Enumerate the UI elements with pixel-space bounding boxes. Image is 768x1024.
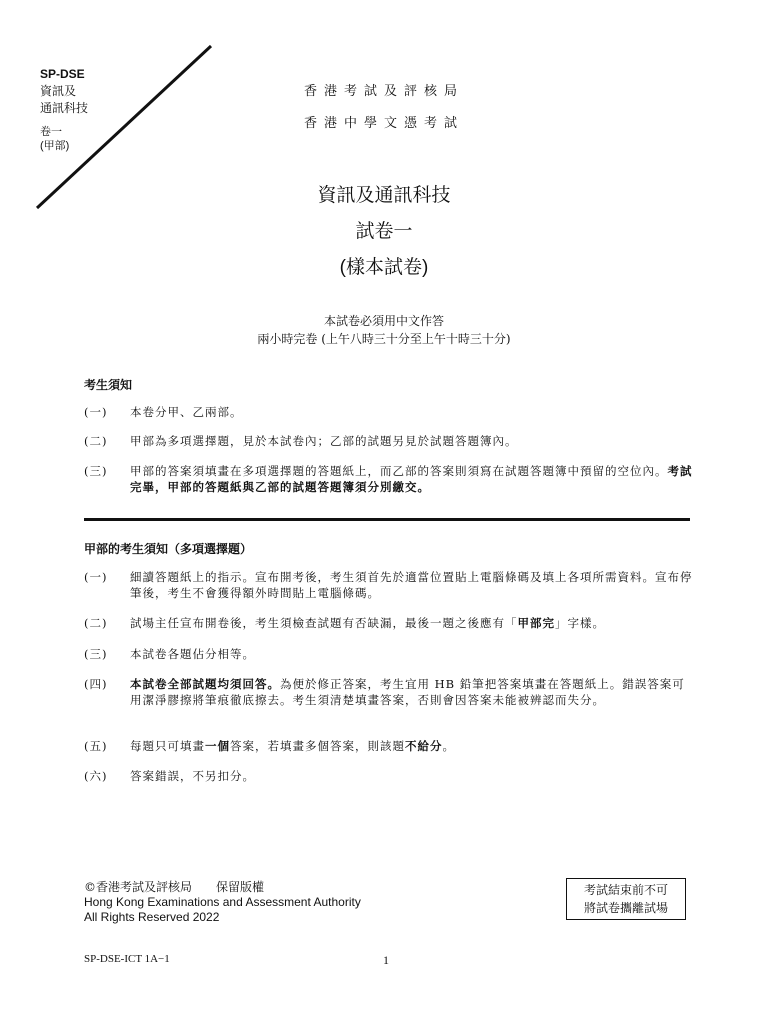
- duration: 兩小時完卷 (上午八時三十分至上午十時三十分): [257, 332, 511, 346]
- subject-line2: 通訊科技: [40, 101, 89, 115]
- copyright-zh: ©香港考試及評核局 保留版權: [84, 880, 265, 894]
- subject-title: 資訊及通訊科技: [317, 185, 451, 206]
- item-bold-text-2: 不給分: [405, 739, 443, 753]
- item-number: (一): [84, 570, 108, 584]
- paper-code: SP-DSE-ICT 1A−1: [84, 953, 170, 965]
- item-text: 甲部的答案須填畫在多項選擇題的答題紙上，而乙部的答案則須寫在試題答題簿中預留的空位內。: [130, 464, 668, 478]
- notice-line2: 將試卷攜離試場: [583, 901, 668, 915]
- section-a-item: [84, 768, 694, 784]
- section-divider: [84, 518, 690, 521]
- section-a-item: [84, 569, 694, 601]
- sample-title: (樣本試卷): [339, 257, 429, 278]
- page-number: 1: [383, 953, 389, 967]
- item-number: (六): [84, 769, 108, 783]
- general-item: [84, 463, 694, 495]
- section-a-item: [84, 615, 694, 631]
- paper-label: 卷一: [40, 126, 62, 138]
- item-number: (二): [84, 434, 108, 448]
- item-bold-text: 考試完畢，甲部的答題紙與乙部的試題答題簿須分別繳交。: [130, 464, 693, 494]
- item-number: (一): [84, 405, 108, 419]
- item-text-end: 。: [442, 739, 455, 753]
- general-heading: 考生須知: [84, 378, 133, 392]
- item-number: (四): [84, 677, 108, 691]
- item-text: 本試卷各題佔分相等。: [130, 647, 255, 661]
- item-text: 本卷分甲、乙兩部。: [130, 405, 243, 419]
- item-bold-text: 本試卷全部試題均須回答。: [130, 677, 280, 691]
- language-instruction: 本試卷必須用中文作答: [323, 314, 444, 328]
- org-english: Hong Kong Examinations and Assessment Authority: [84, 895, 361, 909]
- item-text: 試場主任宣布開卷後，考生須檢查試題有否缺漏，最後一題之後應有「: [130, 616, 518, 630]
- item-bold-text: 甲部完: [517, 616, 555, 630]
- item-bold-text: 一個: [205, 739, 230, 753]
- item-text: 每題只可填畫: [130, 739, 205, 753]
- item-number: (二): [84, 616, 108, 630]
- item-text: 細讀答題紙上的指示。宣布開考後，考生須首先於適當位置貼上電腦條碼及填上各項所需資料。宣布停筆後，考生不會獲得額外時間貼上電腦條碼。: [130, 570, 693, 600]
- notice-line1: 考試結束前不可: [583, 883, 668, 897]
- item-text: 答案錯誤，不另扣分。: [130, 769, 255, 783]
- rights-reserved: All Rights Reserved 2022: [84, 910, 220, 924]
- item-text-end: 」字樣。: [555, 616, 605, 630]
- subject-line1: 資訊及: [40, 84, 77, 98]
- exam-code: SP-DSE: [40, 67, 85, 81]
- section-label: (甲部): [40, 140, 70, 152]
- section-a-item: [84, 738, 694, 754]
- exam-name: 香港中學文憑考試: [303, 116, 464, 131]
- paper-title: 試卷一: [355, 221, 413, 242]
- exam-notice-box: [566, 878, 686, 920]
- item-text-mid: 答案，若填畫多個答案，則該題: [230, 739, 405, 753]
- item-number: (三): [84, 464, 108, 478]
- org-name: 香港考試及評核局: [303, 84, 464, 99]
- section-a-heading: 甲部的考生須知（多項選擇題）: [84, 542, 253, 556]
- item-number: (三): [84, 647, 108, 661]
- general-item: [84, 404, 694, 420]
- item-text: 甲部為多項選擇題，見於本試卷內；乙部的試題另見於試題答題簿內。: [130, 434, 518, 448]
- copyright-block: [84, 880, 361, 925]
- item-text: 為便於修正答案，考生宜用 HB 鉛筆把答案填畫在答題紙上。錯誤答案可用潔淨膠擦將筆痕徹底擦去。考生須清楚填畫答案，否則會因答案未能被辨認而失分。: [130, 677, 685, 707]
- section-a-item: [84, 676, 694, 708]
- item-number: (五): [84, 739, 108, 753]
- general-item: [84, 433, 694, 449]
- section-a-item: [84, 646, 694, 662]
